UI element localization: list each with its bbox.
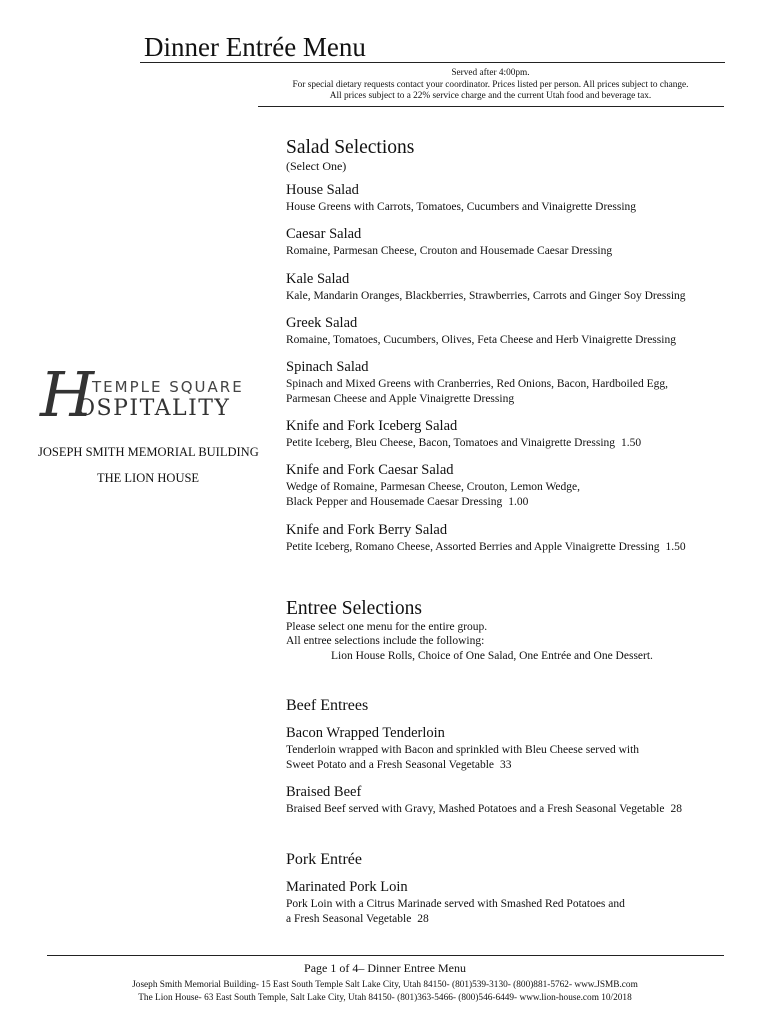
item-description: Sweet Potato and a Fresh Seasonal Vegetable	[286, 759, 495, 771]
footer-divider	[47, 955, 724, 956]
item-description: Wedge of Romaine, Parmesan Cheese, Crouton, Lemon Wedge,	[286, 481, 580, 493]
item-description: Romaine, Tomatoes, Cucumbers, Olives, Feta Cheese and Herb Vinaigrette Dressing	[286, 334, 676, 346]
notice-line: Served after 4:00pm.	[451, 68, 530, 78]
item-name: Knife and Fork Berry Salad	[286, 522, 448, 538]
item-description: Parmesan Cheese and Apple Vinaigrette Dressing	[286, 393, 515, 405]
item-name: Knife and Fork Iceberg Salad	[286, 418, 458, 434]
item-price: 28	[417, 913, 429, 925]
notice-line: For special dietary requests contact your coordinator. Prices listed per person. All prices subject to change.	[292, 79, 689, 90]
item-description-row	[286, 540, 686, 555]
item-description: Tenderloin wrapped with Bacon and sprinkled with Bleu Cheese served with	[286, 744, 640, 756]
section-heading-salads: Salad Selections	[286, 137, 415, 158]
section-note: (Select One)	[286, 159, 347, 173]
item-name: House Salad	[286, 182, 359, 198]
item-description: Pork Loin with a Citrus Marinade served with Smashed Red Potatoes and	[286, 898, 625, 910]
item-description: Braised Beef served with Gravy, Mashed Potatoes and a Fresh Seasonal Vegetable	[286, 803, 665, 815]
entree-note: Please select one menu for the entire group.	[286, 621, 488, 633]
item-description-row	[286, 912, 429, 927]
item-name: Marinated Pork Loin	[286, 879, 408, 895]
page-number: Page 1 of 4– Dinner Entree Menu	[304, 961, 466, 975]
item-description-row	[286, 436, 641, 451]
title-bar	[140, 32, 725, 63]
item-name: Knife and Fork Caesar Salad	[286, 462, 454, 478]
item-name: Bacon Wrapped Tenderloin	[286, 725, 445, 741]
logo-text-line1: TEMPLE SQUARE	[92, 378, 244, 396]
item-name: Braised Beef	[286, 784, 362, 800]
entree-note: All entree selections include the following:	[286, 635, 485, 647]
item-description: Kale, Mandarin Oranges, Blackberries, Strawberries, Carrots and Ginger Soy Dressing	[286, 290, 686, 302]
item-name: Caesar Salad	[286, 226, 362, 242]
item-description: Petite Iceberg, Romano Cheese, Assorted Berries and Apple Vinaigrette Dressing	[286, 541, 660, 553]
item-description: Petite Iceberg, Bleu Cheese, Bacon, Tomatoes and Vinaigrette Dressing	[286, 437, 616, 449]
item-name: Greek Salad	[286, 315, 358, 331]
notice-block	[258, 68, 723, 103]
venue-name: JOSEPH SMITH MEMORIAL BUILDING	[38, 445, 259, 459]
item-description: Romaine, Parmesan Cheese, Crouton and Housemade Caesar Dressing	[286, 245, 613, 257]
item-name: Spinach Salad	[286, 359, 369, 375]
entree-note: Lion House Rolls, Choice of One Salad, One Entrée and One Dessert.	[331, 650, 653, 662]
venue-name: THE LION HOUSE	[97, 471, 200, 485]
item-description: a Fresh Seasonal Vegetable	[286, 913, 412, 925]
page-title: Dinner Entrée Menu	[144, 32, 366, 62]
temple-square-hospitality-logo	[32, 358, 252, 432]
item-description-row	[286, 802, 682, 817]
item-description: Spinach and Mixed Greens with Cranberries, Red Onions, Bacon, Hardboiled Egg,	[286, 378, 668, 390]
item-name: Kale Salad	[286, 271, 350, 287]
section-heading-entrees: Entree Selections	[286, 598, 422, 619]
item-description: House Greens with Carrots, Tomatoes, Cucumbers and Vinaigrette Dressing	[286, 201, 637, 213]
footer-address: The Lion House- 63 East South Temple, Salt Lake City, Utah 84150- (801)363-5466- (800)546-6449- www.lion-house.com 10/2018	[138, 993, 632, 1003]
logo-text-line2: OSPITALITY	[77, 396, 231, 421]
item-description-row	[286, 758, 512, 773]
logo-initial: H	[40, 358, 95, 431]
divider	[258, 106, 724, 107]
item-description-row	[286, 495, 528, 510]
item-description: Black Pepper and Housemade Caesar Dressing	[286, 496, 503, 508]
item-price: 1.00	[508, 496, 529, 508]
notice-line: All prices subject to a 22% service charge and the current Utah food and beverage tax.	[329, 91, 652, 101]
item-price: 1.50	[665, 541, 686, 553]
section-heading-beef: Beef Entrees	[286, 697, 369, 714]
footer-address: Joseph Smith Memorial Building- 15 East South Temple Salt Lake City, Utah 84150- (801)539-3130- (800)881-5762- www.JSMB.com	[132, 980, 638, 990]
item-price: 28	[670, 803, 682, 815]
item-price: 33	[500, 759, 512, 771]
section-heading-pork: Pork Entrée	[286, 851, 362, 868]
item-price: 1.50	[621, 437, 642, 449]
